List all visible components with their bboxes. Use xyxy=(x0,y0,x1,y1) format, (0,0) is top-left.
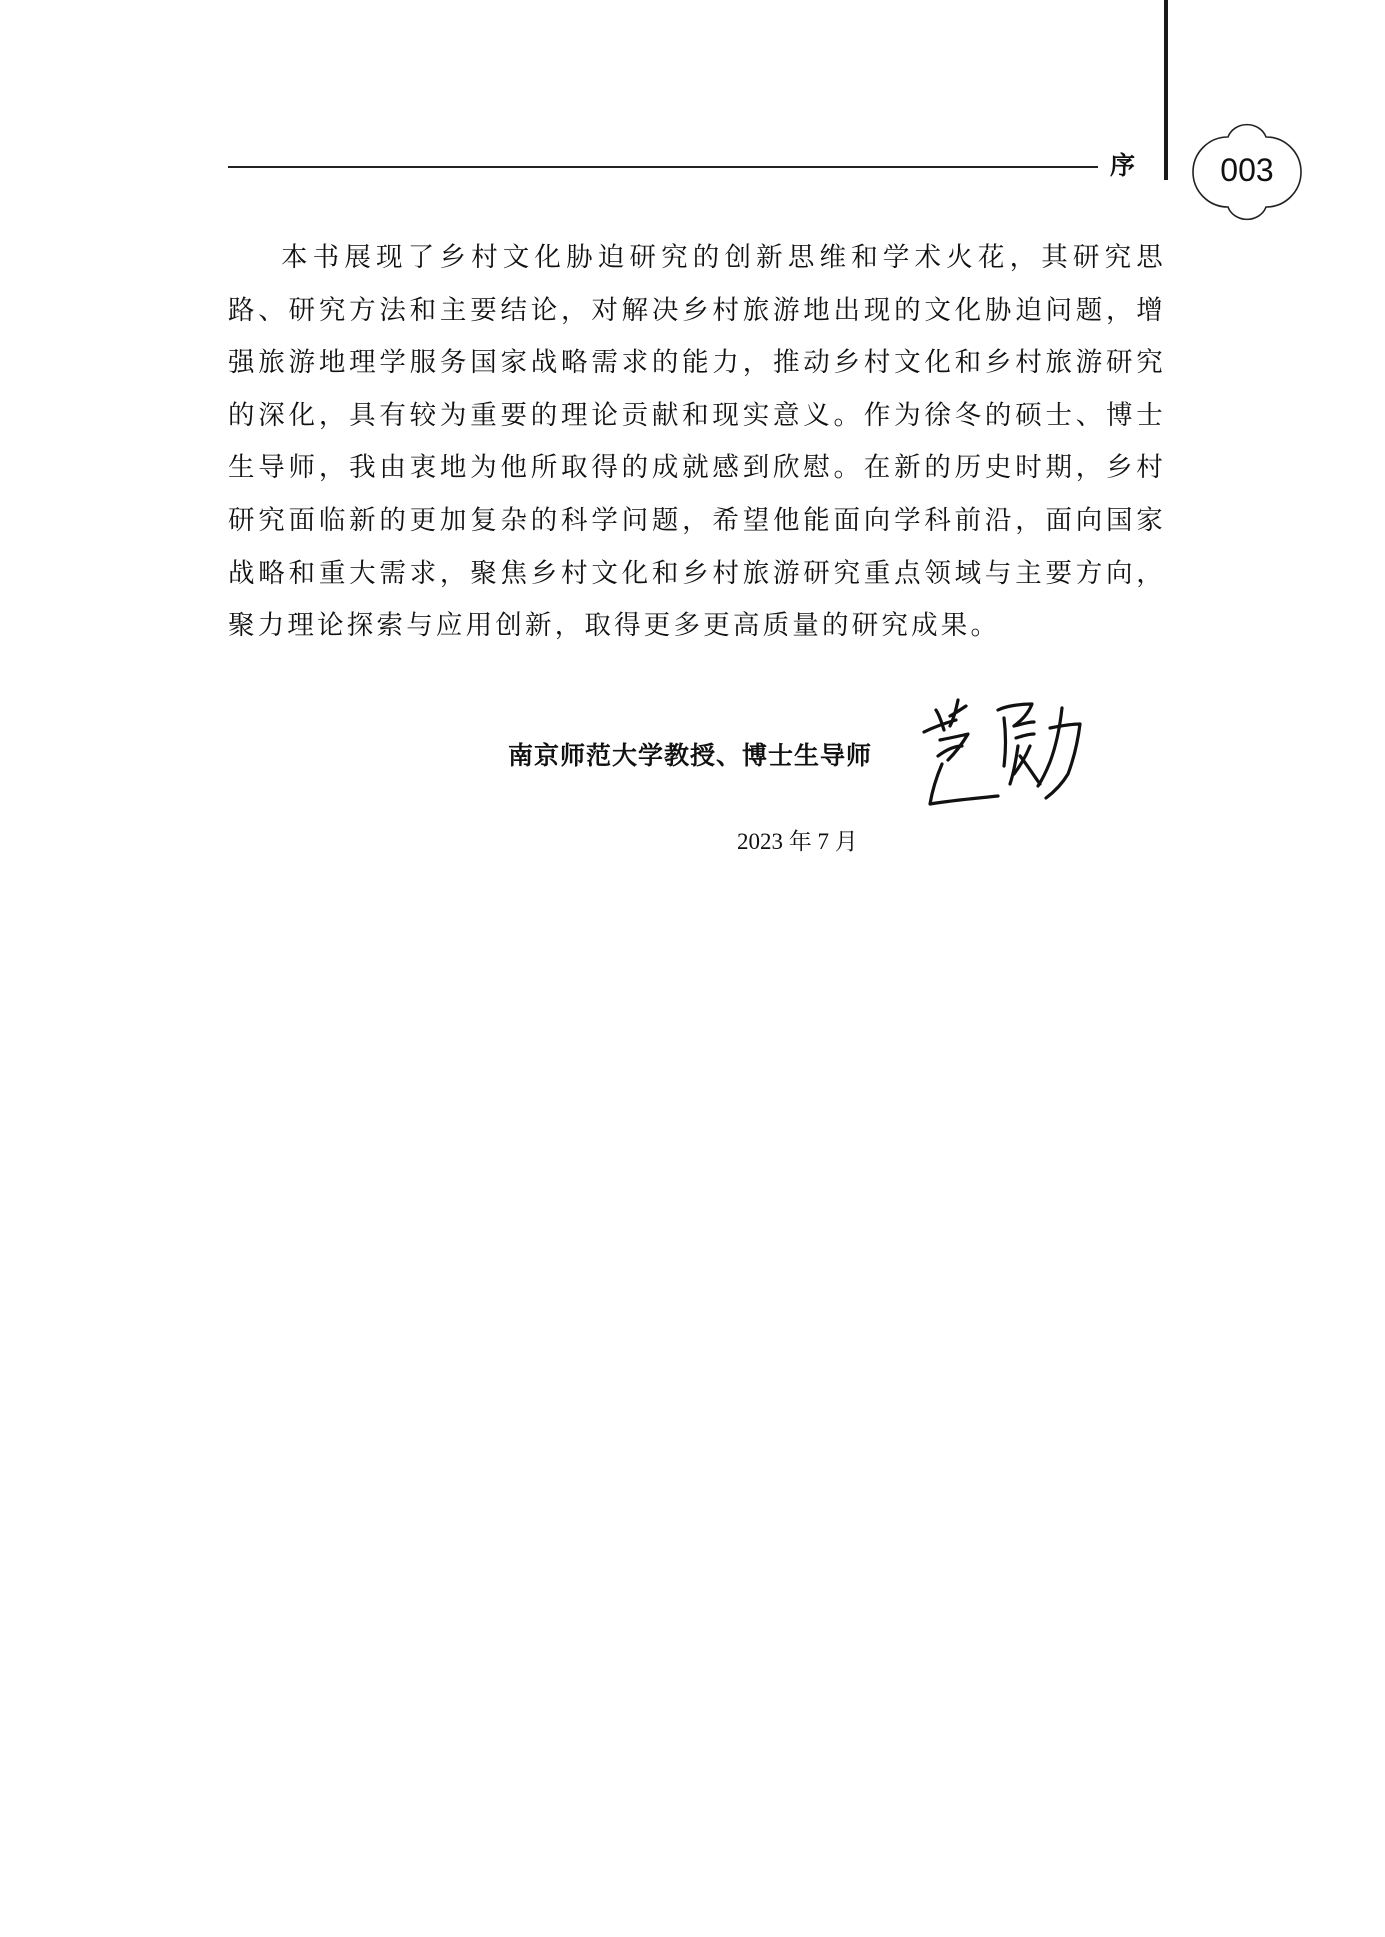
header-rule xyxy=(228,166,1098,168)
page-edge-bar xyxy=(1164,0,1168,180)
section-title: 序 xyxy=(1110,151,1136,180)
handwritten-signature-icon xyxy=(910,680,1110,820)
signer-affiliation: 南京师范大学教授、博士生导师 xyxy=(508,741,873,770)
body-paragraph: 本书展现了乡村文化胁迫研究的创新思维和学术火花，其研究思路、研究方法和主要结论，对解决乡村旅游地出现的文化胁迫问题，增强旅游地理学服务国家战略需求的能力，推动乡村文化和乡村旅游研究的深化，具有较为重要的理论贡献和现实意义。作为徐冬的硕士、博士生导师，我由衷地为他所取得的成就感到欣慰。在新的历史时期，乡村研究面临新的更加复杂的科学问题，希望他能面向学科前沿，面向国家战略和重大需求，聚焦乡村文化和乡村旅游研究重点领域与主要方向，聚力理论探索与应用创新，取得更多更高质量的研究成果。 xyxy=(228,242,1166,642)
signing-date: 2023 年 7 月 xyxy=(737,829,858,854)
page-number: 003 xyxy=(1220,152,1274,188)
page-number-badge xyxy=(1188,118,1306,226)
